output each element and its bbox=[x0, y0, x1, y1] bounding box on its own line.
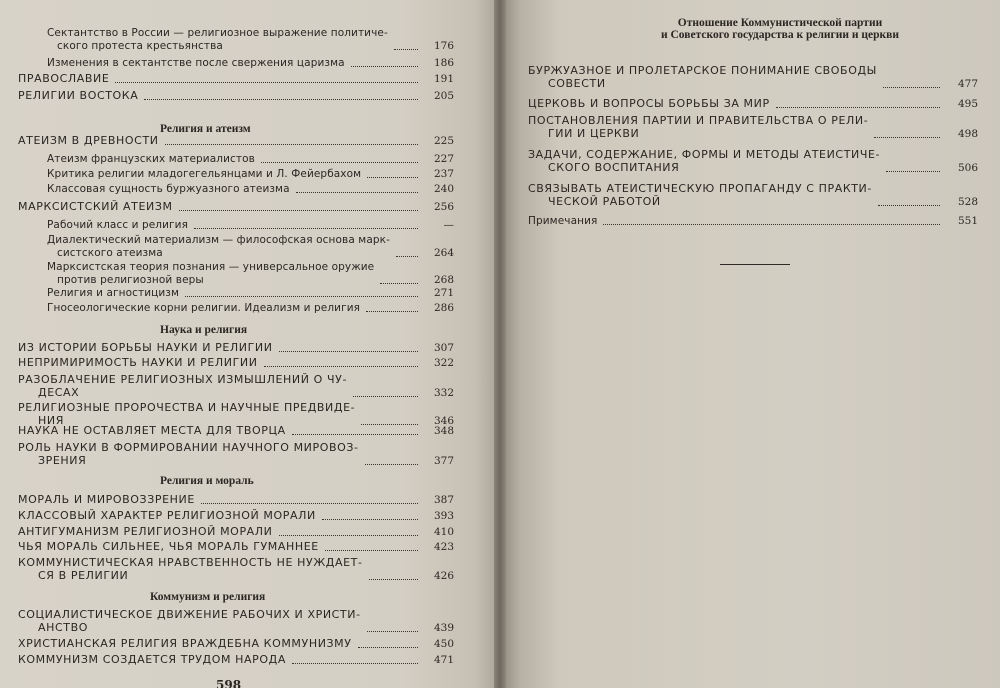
toc-entry-text: Гносеологические корни религии. Идеализм и религия bbox=[47, 302, 361, 314]
dot-leader bbox=[886, 171, 940, 172]
page-ref: 450 bbox=[433, 638, 454, 650]
toc-entry-text: БУРЖУАЗНОЕ И ПРОЛЕТАРСКОЕ ПОНИМАНИЕ СВОБОДЫ bbox=[528, 64, 877, 77]
page-ref: 346 bbox=[433, 414, 454, 427]
toc-entry bbox=[18, 541, 319, 554]
toc-entry-text: Изменения в сектантстве после свержения царизма bbox=[47, 57, 345, 69]
toc-entry bbox=[47, 287, 179, 300]
toc-entry-text: Критика религии младогегельянцами и Л. Фейербахом bbox=[47, 168, 362, 180]
toc-entry bbox=[18, 73, 109, 86]
dot-leader bbox=[603, 224, 940, 225]
toc-entry-text: СОВЕСТИ bbox=[548, 76, 606, 90]
page-ref: 439 bbox=[433, 621, 454, 634]
dot-leader bbox=[194, 228, 418, 229]
dot-leader bbox=[292, 663, 418, 664]
toc-entry-text: ского протеста крестьянства bbox=[57, 39, 223, 52]
page-ref: 307 bbox=[433, 342, 454, 354]
page-ref: 498 bbox=[957, 127, 978, 140]
dot-leader bbox=[322, 519, 418, 520]
section-heading: Коммунизм и религия bbox=[150, 591, 266, 603]
toc-entry-text: РАЗОБЛАЧЕНИЕ РЕЛИГИОЗНЫХ ИЗМЫШЛЕНИЙ О ЧУ- bbox=[18, 373, 348, 386]
toc-entry-text: КОММУНИСТИЧЕСКАЯ НРАВСТВЕННОСТЬ НЕ НУЖДАЕТ- bbox=[18, 556, 363, 569]
toc-entry-text: Диалектический материализм — философская основа марк- bbox=[47, 234, 390, 246]
page-ref: 186 bbox=[433, 57, 454, 69]
toc-entry bbox=[528, 215, 597, 228]
dot-leader bbox=[115, 82, 418, 83]
toc-entry-text: АНТИГУМАНИЗМ РЕЛИГИОЗНОЙ МОРАЛИ bbox=[18, 525, 273, 538]
page-ref: 191 bbox=[433, 73, 454, 85]
right-page bbox=[500, 0, 1000, 688]
dot-leader bbox=[185, 296, 418, 297]
toc-entry bbox=[528, 65, 877, 90]
dot-leader bbox=[394, 49, 418, 50]
toc-entry-text: Религия и агностицизм bbox=[47, 287, 180, 299]
toc-entry bbox=[47, 234, 390, 259]
dot-leader bbox=[396, 256, 418, 257]
toc-entry bbox=[18, 638, 352, 651]
page-ref: 268 bbox=[433, 273, 454, 286]
toc-entry-text: РЕЛИГИИ ВОСТОКА bbox=[18, 89, 139, 102]
page-ref: 348 bbox=[433, 425, 454, 437]
dot-leader bbox=[367, 631, 418, 632]
toc-entry bbox=[47, 302, 360, 315]
toc-entry-text: Марксистская теория познания — универсальное оружие bbox=[47, 261, 375, 273]
page-ref: 322 bbox=[433, 357, 454, 369]
toc-entry-text: СЯ В РЕЛИГИИ bbox=[38, 568, 129, 582]
page-ref: 176 bbox=[433, 39, 454, 52]
page-ref: 393 bbox=[433, 510, 454, 522]
dot-leader bbox=[296, 192, 418, 193]
chapter-heading-line: и Советского государства к религии и церкви bbox=[661, 29, 899, 41]
page-ref: 387 bbox=[433, 494, 454, 506]
toc-entry-text: РОЛЬ НАУКИ В ФОРМИРОВАНИИ НАУЧНОГО МИРОВОЗ- bbox=[18, 441, 359, 454]
page-ref: 240 bbox=[433, 183, 454, 195]
end-rule bbox=[720, 264, 790, 265]
toc-entry-text: Классовая сущность буржуазного атеизма bbox=[47, 183, 290, 195]
dot-leader bbox=[292, 434, 418, 435]
page-ref: 264 bbox=[433, 246, 454, 259]
toc-entry-text: ПРАВОСЛАВИЕ bbox=[18, 72, 110, 85]
dot-leader bbox=[358, 647, 418, 648]
toc-entry-text: ЧЕСКОЙ РАБОТОЙ bbox=[548, 194, 661, 208]
toc-entry-text: ЗРЕНИЯ bbox=[38, 453, 87, 467]
toc-entry bbox=[528, 98, 770, 111]
dot-leader bbox=[776, 107, 940, 108]
page-ref: 477 bbox=[957, 77, 978, 90]
dot-leader bbox=[883, 87, 940, 88]
toc-entry bbox=[18, 442, 359, 467]
toc-entry bbox=[18, 90, 138, 103]
toc-entry-text: ГИИ И ЦЕРКВИ bbox=[548, 126, 640, 140]
toc-entry-text: НАУКА НЕ ОСТАВЛЯЕТ МЕСТА ДЛЯ ТВОРЦА bbox=[18, 424, 286, 437]
toc-entry-text: РЕЛИГИОЗНЫЕ ПРОРОЧЕСТВА И НАУЧНЫЕ ПРЕДВИДЕ- bbox=[18, 401, 356, 414]
toc-entry bbox=[18, 526, 273, 539]
page-ref: 495 bbox=[957, 98, 978, 110]
toc-entry-text: ИЗ ИСТОРИИ БОРЬБЫ НАУКИ И РЕЛИГИИ bbox=[18, 341, 273, 354]
page-ref: 271 bbox=[433, 287, 454, 299]
page-ref: 426 bbox=[433, 569, 454, 582]
toc-entry-text: Атеизм французских материалистов bbox=[47, 153, 255, 165]
dot-leader bbox=[361, 424, 418, 425]
page-ref: 528 bbox=[957, 195, 978, 208]
toc-entry-text: ПОСТАНОВЛЕНИЯ ПАРТИИ И ПРАВИТЕЛЬСТВА О РЕЛИ- bbox=[528, 114, 869, 127]
toc-entry-text: АНСТВО bbox=[38, 620, 89, 634]
toc-entry-text: Рабочий класс и религия bbox=[47, 219, 189, 231]
dot-leader bbox=[367, 177, 418, 178]
toc-entry-text: против религиозной веры bbox=[57, 273, 204, 286]
toc-entry-text: АТЕИЗМ В ДРЕВНОСТИ bbox=[18, 134, 159, 147]
toc-entry bbox=[18, 425, 286, 438]
toc-entry bbox=[18, 374, 347, 399]
right-toc bbox=[500, 0, 1000, 688]
toc-entry bbox=[528, 183, 872, 208]
page-number: 598 bbox=[216, 678, 242, 688]
page-ref: 377 bbox=[433, 454, 454, 467]
toc-entry bbox=[47, 219, 188, 232]
dot-leader bbox=[874, 137, 940, 138]
toc-entry bbox=[18, 609, 361, 634]
dot-leader bbox=[279, 351, 418, 352]
toc-entry bbox=[18, 342, 273, 355]
page-ref: — bbox=[443, 219, 454, 231]
toc-entry-text: СВЯЗЫВАТЬ АТЕИСТИЧЕСКУЮ ПРОПАГАНДУ С ПРАКТИ- bbox=[528, 182, 872, 195]
page-ref: 410 bbox=[433, 526, 454, 538]
toc-entry-text: КЛАССОВЫЙ ХАРАКТЕР РЕЛИГИОЗНОЙ МОРАЛИ bbox=[18, 509, 316, 522]
page-ref: 332 bbox=[433, 386, 454, 399]
dot-leader bbox=[179, 210, 418, 211]
page-ref: 551 bbox=[957, 215, 978, 227]
page-ref: 506 bbox=[957, 161, 978, 174]
dot-leader bbox=[353, 396, 418, 397]
section-heading: Религия и атеизм bbox=[160, 123, 251, 135]
dot-leader bbox=[351, 66, 418, 67]
toc-entry bbox=[528, 115, 868, 140]
toc-entry bbox=[18, 201, 173, 214]
toc-entry-text: КОММУНИЗМ СОЗДАЕТСЯ ТРУДОМ НАРОДА bbox=[18, 653, 286, 666]
toc-entry-text: систского атеизма bbox=[57, 246, 163, 259]
page-ref: 227 bbox=[433, 153, 454, 165]
section-heading: Религия и мораль bbox=[160, 475, 254, 487]
page-ref: 225 bbox=[433, 135, 454, 147]
book-gutter bbox=[494, 0, 506, 688]
chapter-heading-line: Отношение Коммунистической партии bbox=[677, 17, 883, 29]
page-ref: 471 bbox=[433, 654, 454, 666]
toc-entry-text: МОРАЛЬ И МИРОВОЗЗРЕНИЕ bbox=[18, 493, 195, 506]
dot-leader bbox=[325, 550, 418, 551]
toc-entry-text: СКОГО ВОСПИТАНИЯ bbox=[548, 160, 680, 174]
dot-leader bbox=[369, 579, 418, 580]
toc-entry-text: НИЯ bbox=[38, 413, 64, 427]
toc-entry bbox=[47, 168, 361, 181]
dot-leader bbox=[264, 366, 418, 367]
toc-entry bbox=[47, 57, 345, 70]
toc-entry bbox=[18, 557, 363, 582]
toc-entry-text: ЧЬЯ МОРАЛЬ СИЛЬНЕЕ, ЧЬЯ МОРАЛЬ ГУМАННЕЕ bbox=[18, 540, 319, 553]
page-ref: 256 bbox=[433, 201, 454, 213]
toc-entry-text: ДЕСАХ bbox=[38, 385, 80, 399]
toc-entry-text: ЗАДАЧИ, СОДЕРЖАНИЕ, ФОРМЫ И МЕТОДЫ АТЕИСТИЧЕ- bbox=[528, 148, 881, 161]
page-ref: 237 bbox=[433, 168, 454, 180]
dot-leader bbox=[365, 464, 418, 465]
toc-entry bbox=[18, 654, 286, 667]
toc-entry bbox=[18, 494, 195, 507]
toc-entry-text: ЦЕРКОВЬ И ВОПРОСЫ БОРЬБЫ ЗА МИР bbox=[528, 97, 770, 110]
page-ref: 423 bbox=[433, 541, 454, 553]
dot-leader bbox=[261, 162, 418, 163]
dot-leader bbox=[878, 205, 940, 206]
toc-entry bbox=[18, 135, 159, 148]
toc-entry-text: НЕПРИМИРИМОСТЬ НАУКИ И РЕЛИГИИ bbox=[18, 356, 258, 369]
dot-leader bbox=[366, 311, 418, 312]
dot-leader bbox=[380, 283, 418, 284]
toc-entry bbox=[528, 149, 880, 174]
dot-leader bbox=[201, 503, 418, 504]
dot-leader bbox=[144, 99, 418, 100]
toc-entry bbox=[18, 357, 258, 370]
toc-entry-text: ХРИСТИАНСКАЯ РЕЛИГИЯ ВРАЖДЕБНА КОММУНИЗМУ bbox=[18, 637, 352, 650]
toc-entry bbox=[18, 510, 316, 523]
section-heading: Наука и религия bbox=[160, 324, 248, 336]
toc-entry bbox=[47, 27, 388, 52]
dot-leader bbox=[165, 144, 418, 145]
toc-entry-text: СОЦИАЛИСТИЧЕСКОЕ ДВИЖЕНИЕ РАБОЧИХ И ХРИСТИ- bbox=[18, 608, 361, 621]
toc-entry-text: Сектантство в России — религиозное выражение политиче- bbox=[47, 27, 388, 39]
toc-entry-text: Примечания bbox=[528, 215, 598, 227]
page-ref: 205 bbox=[433, 90, 454, 102]
toc-entry bbox=[47, 261, 374, 286]
dot-leader bbox=[279, 535, 418, 536]
page-ref: 286 bbox=[433, 302, 454, 314]
toc-entry bbox=[47, 183, 290, 196]
toc-entry bbox=[47, 153, 255, 166]
toc-entry-text: МАРКСИСТСКИЙ АТЕИЗМ bbox=[18, 200, 173, 213]
